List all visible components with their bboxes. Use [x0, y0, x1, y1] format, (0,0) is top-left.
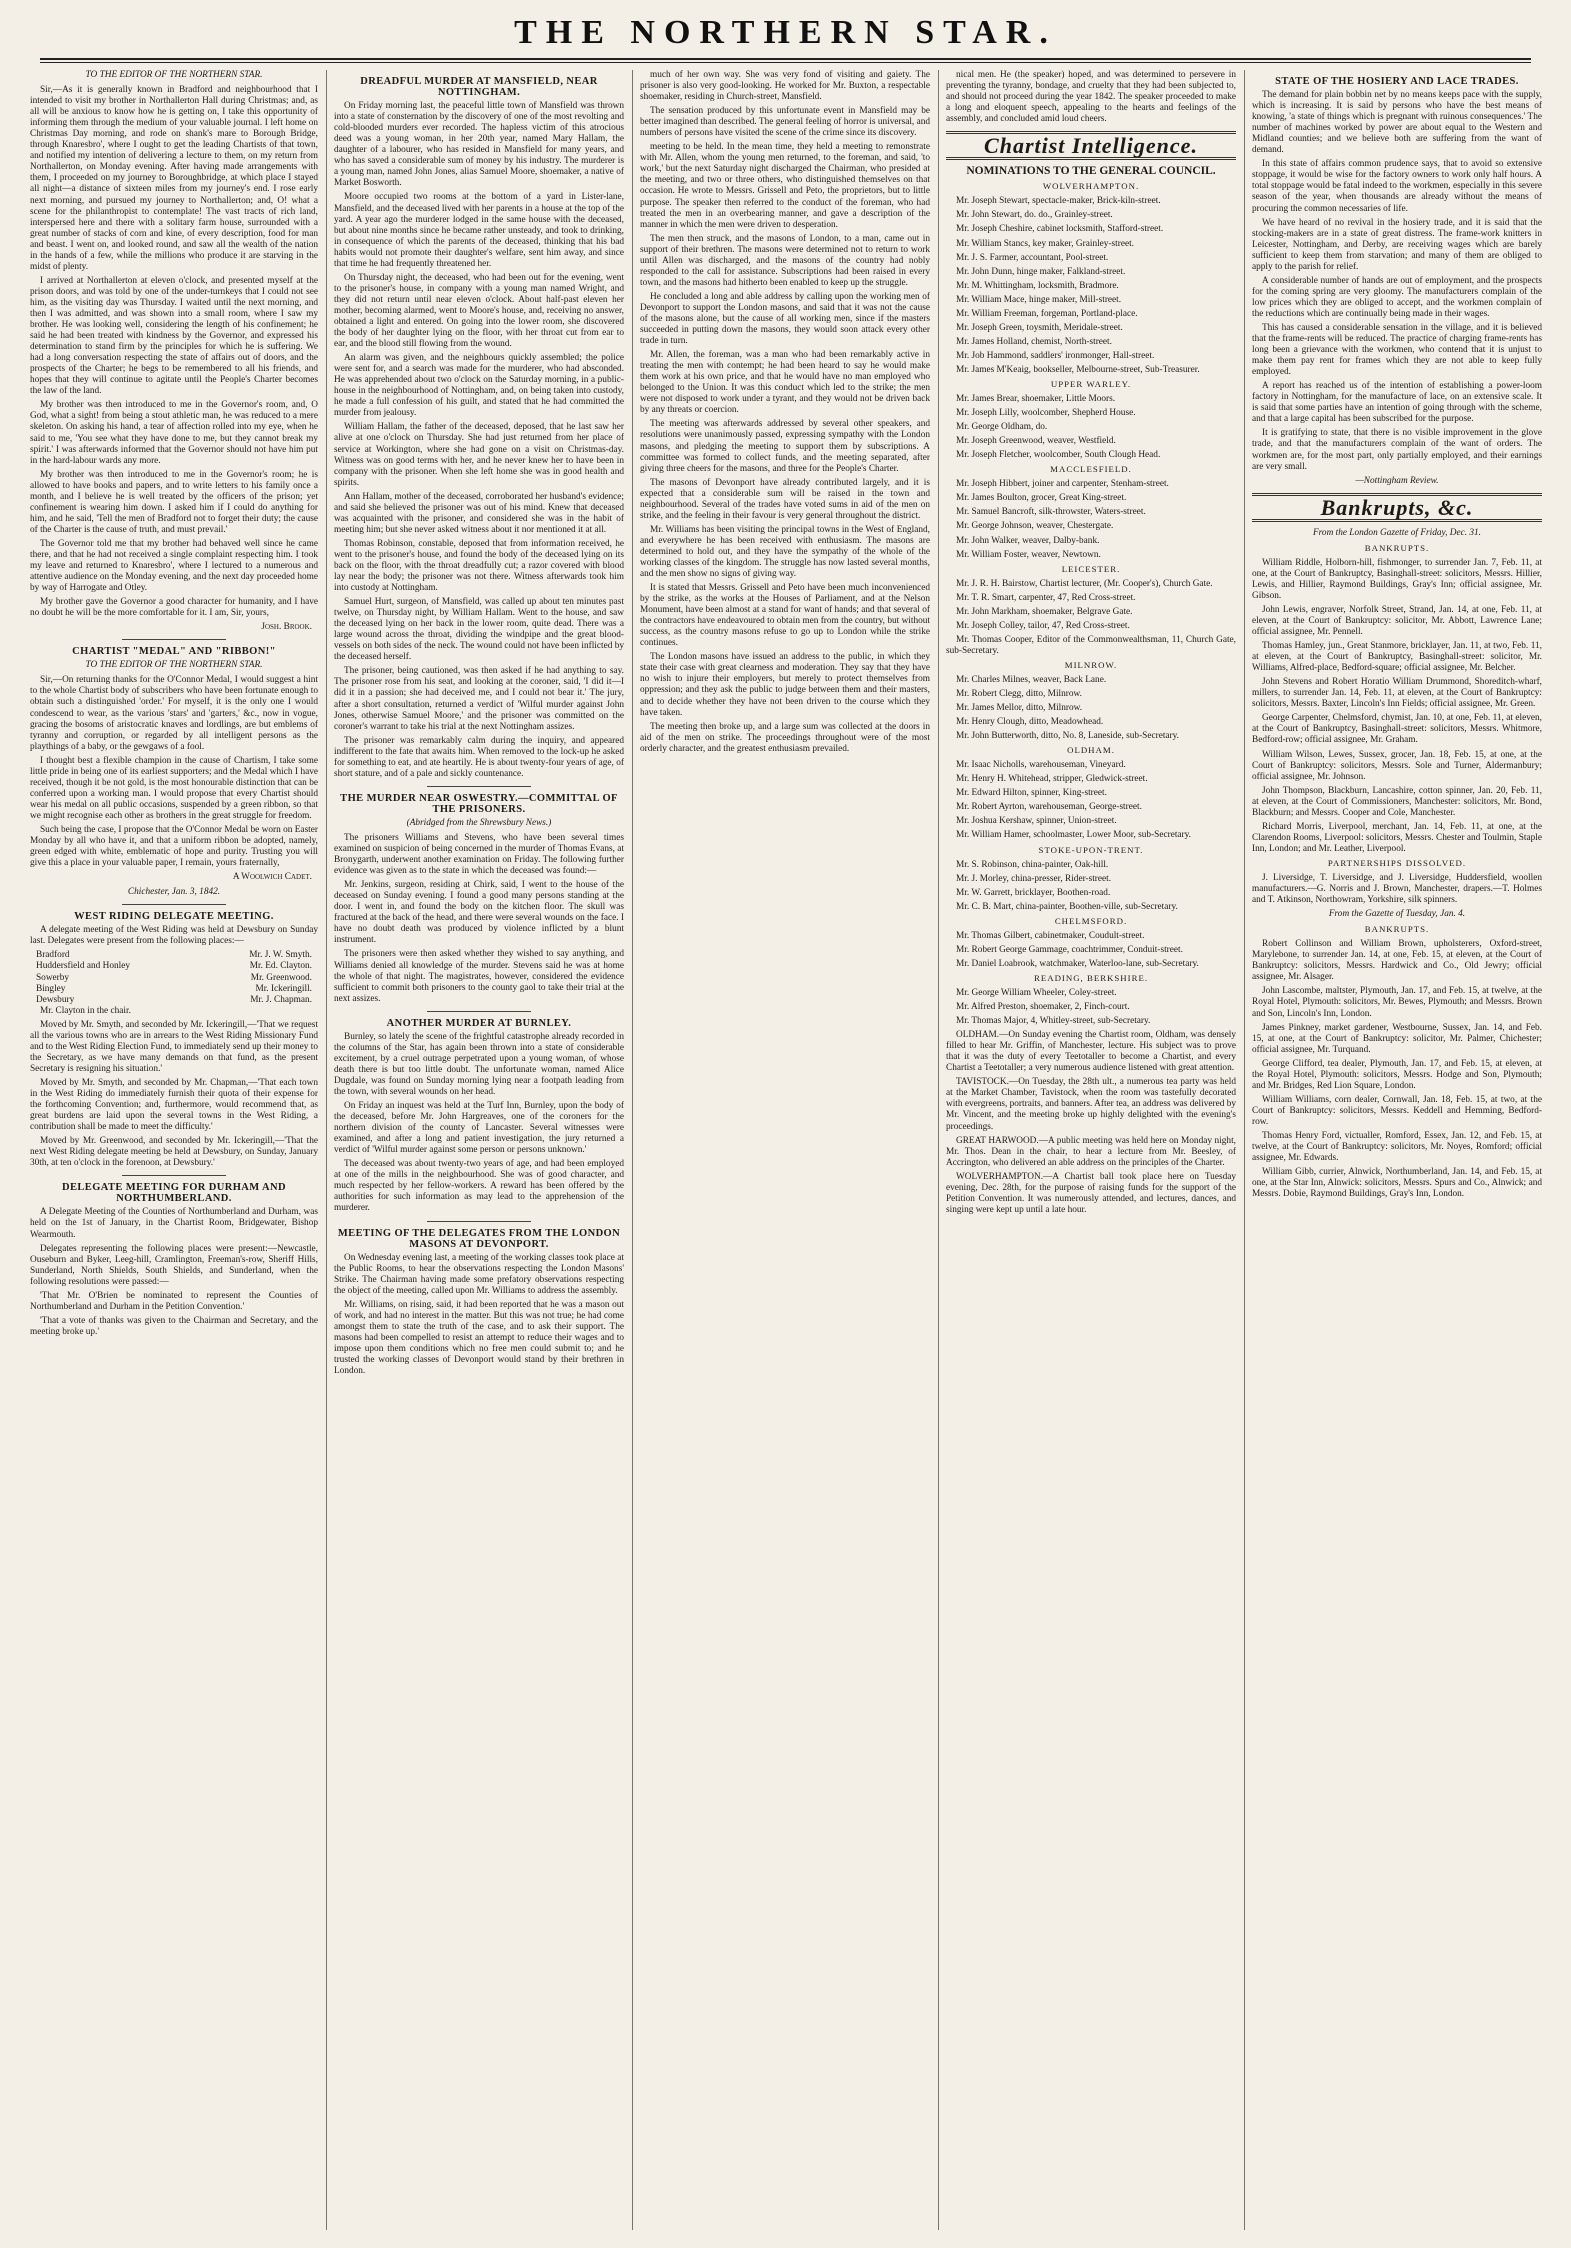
paragraph: Mr. Jenkins, surgeon, residing at Chirk, said, I went to the house of the deceased on Sunday evening. I found a good many persons standing at the door. I went in, and found the body on the kitchen floor. The skull was fractured at the back of the head, and there were several wounds on the face. I have no doubt death was produced by violence inflicted by a blunt instrument.	[334, 880, 624, 946]
paragraph: Mr. Thomas Cooper, Editor of the Commonwealthsman, 11, Church Gate, sub-Secretary.	[946, 634, 1236, 656]
delegate-name: Mr. J. W. Smyth.	[249, 950, 312, 961]
paragraph: My brother was then introduced to me in the Governor's room, and, O God, what a sight! from being a stout athletic man, he was reduced to a mere skeleton. On asking his hand, a tear of affection rolled into my eye, when he said to me, 'You see what they have done to me, but they cannot break my spirit.' I was afterwards informed that the Governor should not have him put in the hard-labour wards any more.	[30, 400, 318, 466]
paragraph: The deceased was about twenty-two years of age, and had been employed at one of the mills in the neighbourhood. She was of good character, and much respected by her fellow-workers. A reward has been offered by the authorities for such information as may lead to the apprehension of the murderer.	[334, 1159, 624, 1214]
delegate-row	[30, 995, 318, 1006]
paragraph: Mr. W. Garrett, bricklayer, Boothen-road.	[956, 887, 1111, 898]
paragraph: We have heard of no revival in the hosiery trade, and it is said that the stocking-makers are in a state of great distress. The frame-work knitters in Leicester, Nottingham, and Derby, are receiving wages which are barely sufficient to keep them from starvation; and many of them are obliged to apply to the parish for relief.	[1252, 217, 1542, 272]
article-headline: STATE OF THE HOSIERY AND LACE TRADES.	[1275, 76, 1519, 87]
paragraph: The masons of Devonport have already contributed largely, and it is expected that a considerable sum will be raised in the town and neighbourhood. Several of the trades have voted sums in aid of the men on strike, and the feeling in their favour is very general throughout the district.	[640, 477, 930, 521]
paragraph: Such being the case, I propose that the O'Connor Medal be worn on Easter Monday by all who have it, and that a uniform ribbon be adopted, namely, green edged with white, emblematic of hope and purity. Trusting you will give this a place in your valuable paper, I remain, yours fraternally,	[30, 825, 318, 869]
column-1	[30, 70, 318, 2230]
paragraph: In this state of affairs common prudence says, that to avoid so extensive stoppage, it would be wise for the factory owners to work only half hours. A total stoppage would be fatal indeed to the workmen, especially in this severe season of the year, when thousands are already without the means of procuring the common necessaries of life.	[1252, 159, 1542, 214]
section-label: PARTNERSHIPS DISSOLVED.	[1327, 857, 1467, 868]
paragraph: Mr. Robert Clegg, ditto, Milnrow.	[956, 689, 1082, 700]
column-divider	[938, 70, 939, 2230]
paragraph: WOLVERHAMPTON.—A Chartist ball took place here on Tuesday evening, Dec. 28th, for the purpose of raising funds for the support of the Petition Convention. It was numerously attended, and lectures, dances, and singing were kept up until a late hour.	[946, 1171, 1236, 1215]
column-divider	[1244, 70, 1245, 2230]
paragraph: Mr. Williams has been visiting the principal towns in the West of England, and everywhere he has been received with enthusiasm. The masons are determined to hold out, and they have the sympathy of the whole of the working classes of the kingdom. The struggle has now lasted several months, and the men show no signs of giving way.	[640, 524, 930, 580]
paragraph: Mr. William Hamer, schoolmaster, Lower Moor, sub-Secretary.	[956, 830, 1191, 841]
paragraph: William Wilson, Lewes, Sussex, grocer, Jan. 18, Feb. 15, at one, at the Court of Bankruptcy: solicitors, Messrs. Sole and Turner, Aldermanbury; official assignee, Mr. Johnson.	[1252, 749, 1542, 782]
paragraph: A delegate meeting of the West Riding was held at Dewsbury on Sunday last. Delegates were present from the following places:—	[30, 925, 318, 947]
paragraph: Mr. J. R. H. Bairstow, Chartist lecturer, (Mr. Cooper's), Church Gate.	[956, 578, 1213, 589]
paragraph: The men then struck, and the masons of London, to a man, came out in support of their brethren. The masons were determined not to return to work until Allen was discharged, and the masons of the country had nobly responded to the call for assistance. Subscriptions had been raised in every town, and the masons had hitherto been enabled to keep up the struggle.	[640, 233, 930, 288]
section-rule	[122, 639, 226, 640]
paragraph: On Friday an inquest was held at the Turf Inn, Burnley, upon the body of the deceased, before Mr. John Hargreaves, one of the coroners for the northern division of the county of Lancaster. Several witnesses were examined, and after a long and patient investigation, the jury returned a verdict of 'Wilful murder against some person or persons unknown.'	[334, 1101, 624, 1156]
paragraph: William Riddle, Holborn-hill, fishmonger, to surrender Jan. 7, Feb. 11, at one, at the Court of Bankruptcy, Basinghall-street: solicitors, Messrs. Hillier, Lewis, and Hillier, Raymond Buildings, Gray's Inn; official assignee, Mr. Gibson.	[1252, 557, 1542, 601]
article-headline: WEST RIDING DELEGATE MEETING.	[74, 911, 274, 923]
signature: Josh. Brook.	[261, 622, 312, 633]
paragraph: He concluded a long and able address by calling upon the working men of Devonport to support the London masons, and said that it was not the cause of the masons alone, but the cause of all working men, since if the masters succeeded in putting down the masons, they would soon attack every other trade in turn.	[640, 291, 930, 347]
paragraph: The sensation produced by this unfortunate event in Mansfield may be better imagined than described. The general feeling of horror is universal, and numbers of persons have visited the scene of the crime since its discovery.	[640, 106, 930, 139]
paragraph: Mr. Allen, the foreman, was a man who had been remarkably active in treating the men with contempt; he had been heard to say he would make them work at his own price, and that he would have no man employed who belonged to the Union. It was this conduct which led to the strike; the men were not disposed to work under a tyrant, and they would not be driven back by any threats or coercion.	[640, 350, 930, 416]
section-label: MILNROW.	[1064, 659, 1118, 670]
paragraph: Mr. John Markham, shoemaker, Belgrave Gate.	[956, 606, 1133, 617]
paragraph: Mr. S. Robinson, china-painter, Oak-hill.	[956, 859, 1109, 870]
paragraph: Mr. Isaac Nicholls, warehouseman, Vineyard.	[956, 760, 1126, 771]
section-label: BANKRUPTS.	[1364, 542, 1430, 553]
delegate-name: Mr. J. Chapman.	[250, 994, 312, 1005]
paragraph: Mr. Henry H. Whitehead, stripper, Gledwick-street.	[956, 774, 1148, 785]
delegate-name: Mr. Ed. Clayton.	[249, 961, 312, 972]
section-label: READING, BERKSHIRE.	[1033, 972, 1149, 983]
paragraph: GREAT HARWOOD.—A public meeting was held here on Monday night, Mr. Thos. Dean in the chair, to hear a lecture from Mr. Beesley, of Accrington, who delivered an able address on the principles of the Charter.	[946, 1135, 1236, 1168]
delegate-place: Sowerby	[36, 972, 70, 983]
delegate-place: Bingley	[36, 983, 66, 994]
section-rule	[427, 786, 531, 787]
paragraph: Moore occupied two rooms at the bottom of a yard in Lister-lane, Mansfield, and the deceased lived with her parents in a house at the top of the yard. A year ago the murderer lodged in the same house with the deceased, but about nine months since he became rather unsteady, and took to drinking, in consequence of which the parents of the deceased, thinking that his bad habits would not promote their daughter's welfare, sent him away, and since that time he had frequently threatened her.	[334, 192, 624, 269]
delegate-place: Huddersfield and Honley	[36, 961, 130, 972]
delegate-name: Mr. Ickeringill.	[255, 983, 312, 994]
delegate-row	[30, 984, 318, 995]
paragraph: My brother was then introduced to me in the Governor's room; he is allowed to have books and papers, and to write letters to his family once a month, and I believe he is well treated by the officers of the prison; yet confinement is wearing him down. I asked him if I could do anything for him, and he said, 'Tell the men of Bradford not to forget their duty; the cause of the Charter is the cause of truth, and must prevail.'	[30, 469, 318, 535]
masthead-rule	[40, 58, 1531, 60]
paragraph: Mr. James Mellor, ditto, Milnrow.	[956, 703, 1083, 714]
column-2	[334, 70, 624, 2230]
paragraph: Mr. John Butterworth, ditto, No. 8, Laneside, sub-Secretary.	[956, 731, 1179, 742]
delegate-row	[30, 950, 318, 961]
paragraph: An alarm was given, and the neighbours quickly assembled; the police were sent for, and a search was made for the murderer, who had absconded. He was apprehended about two o'clock on the Saturday morning, in a public-house in the neighbourhood of Nottingham, and, on being taken into custody, he made a full confession of his guilt, and stated that he had committed the murder from jealousy.	[334, 353, 624, 419]
paragraph: Samuel Hurt, surgeon, of Mansfield, was called up about ten minutes past twelve, on Thursday night, by William Hallam. Went to the house, and saw the deceased lying on her back in the lower room, quite dead. There was a large wound across the throat, dividing the windpipe and the great blood-vessels on both sides of the neck. The wound could not have been inflicted by the deceased herself.	[334, 597, 624, 663]
paragraph: The prisoner was remarkably calm during the inquiry, and appeared indifferent to the fate that awaits him. When removed to the lock-up he asked for something to eat, and ate heartily. He is about twenty-four years of age, of short stature, and of a pale and sickly countenance.	[334, 735, 624, 779]
section-heading: NOMINATIONS TO THE GENERAL COUNCIL.	[966, 165, 1216, 178]
paragraph: Mr. George William Wheeler, Coley-street.	[956, 988, 1117, 998]
newspaper-title: THE NORTHERN STAR.	[514, 14, 1057, 51]
paragraph: Mr. J. S. Farmer, accountant, Pool-street.	[956, 252, 1109, 263]
paragraph: Mr. John Stewart, do. do., Grainley-street.	[956, 210, 1113, 221]
paragraph: Mr. Joseph Colley, tailor, 47, Red Cross-street.	[956, 620, 1130, 631]
paragraph: Mr. Charles Milnes, weaver, Back Lane.	[956, 674, 1107, 685]
paragraph: Mr. Thomas Major, 4, Whitley-street, sub-Secretary.	[956, 1016, 1151, 1027]
delegate-row	[30, 961, 318, 972]
paragraph: meeting to be held. In the mean time, they held a meeting to remonstrate with Mr. Allen, whom the young men returned, to the foreman, and said, 'to work,' but the next Saturday night discharged the Chairman, who presided at the meeting, and two or three others, who distinguished themselves on that occasion. He wrote to Messrs. Grissell and Peto, the proprietors, but to little purpose. The speaker then referred to the conduct of the foreman, who had treated the men in an overbearing manner, and gave a description of the manner in which the men were driven to desperation.	[640, 142, 930, 230]
article-headline: DREADFUL MURDER AT MANSFIELD, NEAR NOTTINGHAM.	[360, 76, 598, 99]
subheading: (Abridged from the Shrewsbury News.)	[406, 817, 552, 828]
paragraph: Mr. William Freeman, forgeman, Portland-place.	[956, 308, 1138, 319]
paragraph: Mr. T. R. Smart, carpenter, 47, Red Cross-street.	[956, 592, 1136, 603]
subheading: From the London Gazette of Friday, Dec. 31.	[1312, 527, 1481, 538]
delegate-name: Mr. Greenwood.	[250, 972, 312, 983]
section-rule	[122, 1175, 226, 1176]
section-label: BANKRUPTS.	[1364, 924, 1430, 935]
paragraph: Ann Hallam, mother of the deceased, corroborated her husband's evidence; and said she believed the prisoner was out of his mind. Knew that deceased was acquainted with the prisoner, and considered she was in the habit of meeting him; but she never asked witness about it nor mentioned it at all.	[334, 491, 624, 535]
paragraph: The meeting then broke up, and a large sum was collected at the doors in aid of the men on strike. The proceedings throughout were of the most orderly character, and the greatest enthusiasm prevailed.	[640, 721, 930, 754]
paragraph: A report has reached us of the intention of establishing a power-loom factory in Nottingham, for the manufacture of lace, on an extensive scale. It is said that some parties have an intention of going through with the scheme, and that a large capital has been subscribed for the purpose.	[1252, 381, 1542, 425]
paragraph: Mr. James Holland, chemist, North-street.	[956, 336, 1112, 347]
paragraph: Mr. C. B. Mart, china-painter, Boothen-ville, sub-Secretary.	[956, 901, 1178, 912]
paragraph: The prisoners Williams and Stevens, who have been several times examined on suspicion of being concerned in the murder of Thomas Evans, at Bronygarth, underwent another examination on Friday. The following further evidence was given as to the state in which the deceased was found:—	[334, 833, 624, 877]
signature: A Woolwich Cadet.	[232, 872, 312, 883]
paragraph: Mr. Daniel Loabrook, watchmaker, Waterloo-lane, sub-Secretary.	[956, 958, 1199, 969]
paragraph: Robert Collinson and William Brown, upholsterers, Oxford-street, Marylebone, to surrender Jan. 14, at one, Feb. 15, at eleven, at the Court of Bankruptcy: solicitors, Messrs. Hardwick and Co., Old Jewry; official assignee, Mr. Alsager.	[1252, 939, 1542, 983]
paragraph: Mr. Clayton in the chair.	[40, 1005, 131, 1016]
section-label: WOLVERHAMPTON.	[1042, 181, 1140, 192]
paragraph: Sir,—On returning thanks for the O'Connor Medal, I would suggest a hint to the whole Chartist body of subscribers who have been fortunate enough to obtain such a distinguished 'order.' For myself, it is the only one I would condescend to wear, as the various 'stars' and 'garters,' &c., now in vogue, gracing the bosoms of aristocratic knaves and lordlings, are but emblems of tyranny and corruption, or regarded by all intelligent persons as the playthings of a baby, or the gewgaws of a fool.	[30, 675, 318, 752]
paragraph: William Gibb, currier, Alnwick, Northumberland, Jan. 14, and Feb. 15, at one, at the Star Inn, Alnwick: solicitors, Messrs. Spurs and Co., Alnwick; and Messrs. Dobie, Raymond Buildings, Gray's Inn, London.	[1252, 1167, 1542, 1200]
paragraph: I arrived at Northallerton at eleven o'clock, and presented myself at the prison doors, and was told by one of the under-turnkeys that I could not see him, as the visiting day was Thursday. I waited until the next morning, and then I was admitted, and was shown into a small room, where I saw my brother. He was looking well, considering the length of his confinement; he said he had been treated with kindness by the Governor, and expressed his determination to stand firm by the principles for which he is suffering. We had a long conversation respecting the state of affairs out of doors, and the prospects of the Charter; he begs to be remembered to all his friends, and hopes that they will continue to agitate until the People's Charter becomes the law of the land.	[30, 275, 318, 397]
paragraph: Mr. Williams, on rising, said, it had been reported that he was a mason out of work, and had no interest in the matter. But this was not true; he had come amongst them to state the truth of the case, and to ask their support. The masons had been compelled to resist an attempt to reduce their wages and to impose upon them conditions which no free men could submit to; and he trusted the working classes of Devonport would stand by their brethren in London.	[334, 1299, 624, 1377]
paragraph: OLDHAM.—On Sunday evening the Chartist room, Oldham, was densely filled to hear Mr. Griffin, of Manchester, lecture. His subject was to prove that it was the duty of every Teetotaller to become a Chartist, and every Chartist a Teetotaller; a very numerous audience listened with great attention.	[946, 1030, 1236, 1074]
paragraph: Mr. Alfred Preston, shoemaker, 2, Finch-court.	[956, 1002, 1130, 1013]
paragraph: Mr. Job Hammond, saddlers' ironmonger, Hall-street.	[956, 350, 1155, 361]
paragraph: Sir,—As it is generally known in Bradford and neighbourhood that I intended to visit my brother in Northallerton Hall during Christmas; and, as all will be anxious to know how he is getting on, I take this opportunity of informing them through the medium of your valuable journal. I left home on Christmas Day morning, and rode on shank's mare to Borough Bridge, through Knaresbro', where I ought to get the leading Chartists of that town, and notified my intention of delivering a lecture to them, on my return from Northallerton, on Monday evening. After having made arrangements with them, I proceeded on my journey to Boroughbridge, at which place I stayed all night—a distance of sixteen miles from my journey's end. I rose early next morning, and pursued my journey to Northallerton; and, O! what a scene for the philanthropist to contemplate! The vast tracts of rich land, interspersed here and there with a solitary farm house, surrounded with a great number of stacks of corn and kine, of every description, food for man and beast. I went on, and looked round, and saw all the wealth of the nation in the hands of a few, while the millions who produce it are starving in the midst of plenty.	[30, 85, 318, 272]
paragraph: Mr. William Mace, hinge maker, Mill-street.	[956, 294, 1122, 305]
paragraph: Mr. Joseph Green, toysmith, Meridale-street.	[956, 322, 1123, 333]
paragraph: It is gratifying to state, that there is no visible improvement in the glove trade, and that the manufacturers complain of the want of orders. The workmen are, for the most part, only partially employed, and their earnings are very small.	[1252, 428, 1542, 472]
paragraph: Mr. Joshua Kershaw, spinner, Union-street.	[956, 816, 1117, 827]
paragraph: It is stated that Messrs. Grissell and Peto have been much inconvenienced by the strike, as the works at the Houses of Parliament, and at the Nelson Monument, have been almost at a stand for want of hands; and that several of the contractors have endeavoured to obtain men from the country, but without success, as the country masons refuse to go up to London while the strike continues.	[640, 583, 930, 649]
paragraph: Mr. Joseph Hibbert, joiner and carpenter, Stenham-street.	[956, 479, 1169, 490]
column-5	[1252, 70, 1542, 2230]
delegate-place: Bradford	[36, 950, 70, 961]
paragraph: Mr. George Johnson, weaver, Chestergate.	[956, 521, 1114, 532]
section-label: LEICESTER.	[1061, 563, 1121, 574]
article-headline: CHARTIST "MEDAL" AND "RIBBON!"	[72, 646, 276, 658]
paragraph: Mr. M. Whittingham, locksmith, Bradmore.	[956, 280, 1119, 291]
paragraph: Mr. Joseph Cheshire, cabinet locksmith, Stafford-street.	[956, 224, 1164, 235]
paragraph: Mr. George Oldham, do.	[956, 422, 1048, 433]
paragraph: Moved by Mr. Greenwood, and seconded by Mr. Ickeringill,—'That the next West Riding delegate meeting be held at Dewsbury, on Sunday, January 30th, at ten o'clock in the forenoon, at Dewsbury.'	[30, 1136, 318, 1169]
article-headline: THE MURDER NEAR OSWESTRY.—COMMITTAL OF THE PRISONERS.	[340, 792, 618, 815]
subheading: From the Gazette of Tuesday, Jan. 4.	[1328, 909, 1466, 920]
column-divider	[632, 70, 633, 2230]
section-rule	[427, 1221, 531, 1222]
paragraph: George Clifford, tea dealer, Plymouth, Jan. 17, and Feb. 15, at eleven, at the Royal Hotel, Plymouth: solicitors, Messrs. Hodge and Son, Plymouth; and Mr. Bridges, Red Lion Square, London.	[1252, 1058, 1542, 1091]
delegate-row	[30, 973, 318, 984]
article-headline: MEETING OF THE DELEGATES FROM THE LONDON MASONS AT DEVONPORT.	[337, 1227, 621, 1250]
paragraph: Mr. Samuel Bancroft, silk-throwster, Waters-street.	[956, 507, 1146, 518]
paragraph: Mr. James Brear, shoemaker, Little Moors.	[956, 394, 1116, 405]
paragraph: TAVISTOCK.—On Tuesday, the 28th ult., a numerous tea party was held at the Market Chamber, Tavistock, when the room was tastefully decorated with evergreens, portraits, and banners. After tea, an address was delivered by Mr. Vincent, and the meeting broke up highly delighted with the evening's proceedings.	[946, 1077, 1236, 1132]
paragraph: George Carpenter, Chelmsford, chymist, Jan. 10, at one, Feb. 11, at eleven, at the Court of Bankruptcy, Basinghall-street: solicitors, Messrs. Whitmore, Bedford-row; official assignee, Mr. Graham.	[1252, 713, 1542, 746]
paragraph: John Lascombe, maltster, Plymouth, Jan. 17, and Feb. 15, at twelve, at the Royal Hotel, Plymouth: solicitors, Mr. Bewes, Plymouth; and Messrs. Brown and Son, Lincoln's Inn, London.	[1252, 986, 1542, 1019]
section-rule	[427, 1011, 531, 1012]
paragraph: Burnley, so lately the scene of the frightful catastrophe already recorded in the columns of the Star, has again been thrown into a state of considerable excitement, by a cruel outrage perpetrated upon a young woman, of whose death there is but too little doubt. The unfortunate woman, named Alice Dugdale, was found on Sunday morning lying near a footpath leading from the town, with several wounds on her head.	[334, 1031, 624, 1097]
paragraph: Mr. James Boulton, grocer, Great King-street.	[956, 493, 1127, 504]
paragraph: This has caused a considerable sensation in the village, and it is believed that the frame-rents will be reduced. The practice of charging frame-rents has long been a grievance with the workmen, who contend that it is unjust to make them pay rent for frames which they are not able to keep fully employed.	[1252, 322, 1542, 378]
paragraph: nical men. He (the speaker) hoped, and was determined to persevere in preventing the tyranny, bondage, and cruelty that they had been subjected to, and should not proceed during the year 1842. The speaker proceeded to make a long and eloquent speech, appealing to the hearts and feelings of the assembly, and concluded amid loud cheers.	[946, 70, 1236, 125]
paragraph: Richard Morris, Liverpool, merchant, Jan. 14, Feb. 11, at one, at the Clarendon Rooms, Liverpool: solicitors, Messrs. Chester and Toulmin, Staple Inn, London; and Mr. Leather, Liverpool.	[1252, 821, 1542, 854]
paragraph: My brother gave the Governor a good character for humanity, and I have no doubt he will be the more comfortable for it. I am, Sir, yours,	[30, 597, 318, 619]
paragraph: A Delegate Meeting of the Counties of Northumberland and Durham, was held on the 1st of January, in the Chartist Room, Bridgewater, Bishop Wearmouth.	[30, 1207, 318, 1240]
subheading: —Nottingham Review.	[1355, 475, 1439, 486]
paragraph: Mr. Robert George Gammage, coachtrimmer, Conduit-street.	[956, 944, 1183, 955]
paragraph: John Thompson, Blackburn, Lancashire, cotton spinner, Jan. 20, Feb. 11, at eleven, at the Court of Commissioners, Manchester: solicitors, Mr. Bond, Blackburn; and Messrs. Cooper and Cole, Manchester.	[1252, 785, 1542, 818]
paragraph: Mr. William Stancs, key maker, Grainley-street.	[956, 238, 1134, 249]
paragraph: On Thursday night, the deceased, who had been out for the evening, went to the prisoner's house, in company with a young man named Wright, and they did not return until near eleven o'clock. About half-past eleven her mother, becoming alarmed, went to Moore's house, and, receiving no answer, obtained a light and entered. On going into the lower room, she discovered the body of her daughter lying on the floor, with her throat cut from ear to ear, and the blood still flowing from the wound.	[334, 272, 624, 350]
paragraph: Mr. James M'Keaig, bookseller, Melbourne-street, Sub-Treasurer.	[956, 364, 1200, 375]
column-divider	[326, 70, 327, 2230]
section-title: Bankrupts, &c.	[1320, 494, 1474, 520]
paragraph: John Lewis, engraver, Norfolk Street, Strand, Jan. 14, at one, Feb. 11, at eleven, at the Court of Bankruptcy: solicitor, Mr. Abbott, Lawrence Lane; official assignee, Mr. Pennell.	[1252, 604, 1542, 638]
article-headline: ANOTHER MURDER AT BURNLEY.	[386, 1017, 572, 1029]
paragraph: The Governor told me that my brother had behaved well since he came there, and that he had not received a single complaint respecting him. I took my leave and returned to Knaresbro', where I lectured to a numerous and attentive audience on the Monday evening, and the next day proceeded home by way of Harrogate and Otley.	[30, 538, 318, 594]
column-4	[946, 70, 1236, 2230]
paragraph: Mr. Joseph Fletcher, woolcomber, South Clough Head.	[956, 450, 1161, 461]
section-label: OLDHAM.	[1067, 745, 1115, 756]
paragraph: I thought best a flexible champion in the cause of Chartism, I take some little pride in being one of its earliest supporters; and the Medal which I have received, though it be not gold, is the most honourable distinction that can be conferred upon a working man. I would propose that every Chartist should wear his medal on all public occasions, suspended by a green ribbon, so that we might recognise each other as brothers in the great struggle for freedom.	[30, 755, 318, 821]
paragraph: Mr. Joseph Stewart, spectacle-maker, Brick-kiln-street.	[956, 196, 1161, 207]
subheading: TO THE EDITOR OF THE NORTHERN STAR.	[85, 70, 263, 80]
paragraph: William Williams, corn dealer, Cornwall, Jan. 18, Feb. 15, at two, at the Court of Bankruptcy: solicitors, Messrs. Keddell and Hemming, Bedford-row.	[1252, 1094, 1542, 1127]
paragraph: Mr. Joseph Lilly, woolcomber, Shepherd House.	[956, 408, 1136, 419]
section-title: Chartist Intelligence.	[984, 133, 1198, 159]
masthead-rule	[40, 62, 1531, 63]
section-label: MACCLESFIELD.	[1050, 464, 1132, 475]
section-rule	[122, 904, 226, 905]
paragraph: A considerable number of hands are out of employment, and the prospects for the coming spring are very gloomy. The manufacturers complain of the low prices which they are obliged to accept, and the workmen complain of the reductions which are continually being made in their wages.	[1252, 275, 1542, 319]
paragraph: William Hallam, the father of the deceased, deposed, that he last saw her alive at one o'clock on Thursday. She had just returned from her place of service at Workington, where she had gone on a visit on Christmas-day. Witness was on good terms with her, and he never knew her to have been in company with the prisoner. When she left home she was in good health and spirits.	[334, 422, 624, 488]
paragraph: Thomas Robinson, constable, deposed that from information received, he went to the prisoner's house, and found the body of the deceased lying on its back on the floor, with the throat dreadfully cut; a razor covered with blood lay near the body; the prisoner was not there. Witness afterwards took him into custody at Nottingham.	[334, 538, 624, 594]
paragraph: Mr. Henry Clough, ditto, Meadowhead.	[956, 717, 1104, 728]
paragraph: On Wednesday evening last, a meeting of the working classes took place at the Public Rooms, to hear the observations respecting the London Masons' Strike. The Chairman having made some prefatory observations respecting the object of the meeting, called upon Mr. Williams to address the assembly.	[334, 1252, 624, 1296]
paragraph: Mr. Robert Ayrton, warehouseman, George-street.	[956, 802, 1142, 813]
masthead	[0, 0, 1571, 56]
paragraph: 'That Mr. O'Brien be nominated to represent the Counties of Northumberland and Durham in the Petition Convention.'	[30, 1290, 318, 1312]
paragraph: Mr. John Dunn, hinge maker, Falkland-street.	[956, 266, 1126, 277]
paragraph: Mr. Edward Hilton, spinner, King-street.	[956, 788, 1107, 799]
paragraph: On Friday morning last, the peaceful little town of Mansfield was thrown into a state of consternation by the discovery of one of the most revolting and cold-blooded murders ever recorded. The hapless victim of this atrocious deed was a young woman, in her 20th year, named Mary Hallam, the daughter of a labourer, who has resided in Mansfield for many years, and who has saved a considerable sum of money by his industry. The murderer is a young man, named John Jones, alias Samuel Moore, shoemaker, a native of Market Bosworth.	[334, 101, 624, 189]
subheading: Chichester, Jan. 3, 1842.	[127, 887, 221, 898]
paragraph: Mr. J. Morley, china-presser, Rider-street.	[956, 873, 1112, 884]
paragraph: much of her own way. She was very fond of visiting and gaiety. The prisoner is also very good-looking. He worked for Mr. Buxton, a respectable shoemaker, residing in Church-street, Mansfield.	[640, 70, 930, 103]
paragraph: Mr. William Foster, weaver, Newtown.	[956, 549, 1101, 560]
section-label: UPPER WARLEY.	[1050, 378, 1132, 389]
article-headline: DELEGATE MEETING FOR DURHAM AND NORTHUMBERLAND.	[62, 1182, 286, 1205]
subheading: TO THE EDITOR OF THE NORTHERN STAR.	[85, 660, 263, 671]
paragraph: The prisoner, being cautioned, was then asked if he had anything to say. The prisoner rose from his seat, and looking at the coroner, said, 'I did it—I did it in a passion; she had deceived me, and I could not bear it.' The jury, after a short consultation, returned a verdict of 'Wilful murder against John Jones, otherwise Samuel Moore,' and the prisoner was committed on the coroner's warrant to take his trial at the next Nottingham assizes.	[334, 666, 624, 732]
paragraph: James Pinkney, market gardener, Westbourne, Sussex, Jan. 14, and Feb. 15, at one, at the Court of Bankruptcy: solicitor, Mr. Palmer, Chichester; official assignee, Mr. Turquand.	[1252, 1022, 1542, 1055]
paragraph: 'That a vote of thanks was given to the Chairman and Secretary, and the meeting broke up.'	[30, 1315, 318, 1337]
section-label: CHELMSFORD.	[1054, 915, 1128, 926]
paragraph: Moved by Mr. Smyth, and seconded by Mr. Ickeringill,—'That we request all the various towns who are in arrears to the West Riding Missionary Fund and to the West Riding Election Fund, to immediately send up their money to the Secretary, as we have many demands on that fund, as the present Secretary is resigning his situation.'	[30, 1019, 318, 1074]
column-3	[640, 70, 930, 2230]
paragraph: The prisoners were then asked whether they wished to say anything, and Williams denied all knowledge of the murder. Stevens said he was at home the whole of that night. The magistrates, however, considered the evidence sufficient to commit both prisoners to the county gaol to take their trial at the next assizes.	[334, 949, 624, 1004]
paragraph: Thomas Henry Ford, victualler, Romford, Essex, Jan. 12, and Feb. 15, at twelve, at the Court of Bankruptcy: solicitors, Mr. Noyes, Romford; official assignee, Mr. Edwards.	[1252, 1130, 1542, 1164]
paragraph: J. Liversidge, T. Liversidge, and J. Liversidge, Huddersfield, woollen manufacturers.—G. Norris and J. Brown, Manchester, drapers.—T. Holmes and T. Atkinson, Northowram, Yorkshire, silk spinners.	[1252, 873, 1542, 906]
paragraph: Mr. John Walker, weaver, Dalby-bank.	[956, 535, 1100, 546]
paragraph: The London masons have issued an address to the public, in which they state their case with great clearness and moderation. They say that they have no wish to injure their employers, but merely to protect themselves from oppression; and they ask the public to judge between them and their masters, and to decide whether they have not been driven to the course which they have taken.	[640, 652, 930, 718]
paragraph: The demand for plain bobbin net by no means keeps pace with the supply, which is increasing. It is said by persons who have the best means of knowing, 'a state of things which is pregnant with ruinous consequences.' The number of machines worked by power are about equal to the Western and Midland counties; and we believe both are suffering from the want of demand.	[1252, 90, 1542, 156]
delegate-place: Dewsbury	[36, 994, 75, 1005]
paragraph: John Stevens and Robert Horatio William Drummond, Shoreditch-wharf, millers, to surrender Jan. 14, Feb. 11, at eleven, at the Court of Bankruptcy: solicitors, Messrs. Baxter, Lincoln's Inn Fields; official assignee, Mr. Green.	[1252, 677, 1542, 710]
paragraph: Moved by Mr. Smyth, and seconded by Mr. Chapman,—'That each town in the West Riding do immediately furnish their quota of their expense for the forthcoming Convention; and, furthermore, would recommend that, as great burdens are laid upon the several towns in the West Riding, a contribution shall be made to meet the difficulty.'	[30, 1077, 318, 1133]
section-label: STOKE-UPON-TRENT.	[1038, 844, 1144, 855]
paragraph: The meeting was afterwards addressed by several other speakers, and resolutions were unanimously passed, expressing sympathy with the London masons, and pledging the meeting to support them by subscriptions. A committee was formed to collect funds, and the meeting separated, after giving three cheers for the masons, and three for the People's Charter.	[640, 419, 930, 474]
paragraph: Thomas Hamley, jun., Great Stanmore, bricklayer, Jan. 11, at two, Feb. 11, at eleven, at the Court of Bankruptcy, Basinghall-street: solicitor, Mr. Williams, Alfred-place, Bedford-square; official assignee, Mr. Belcher.	[1252, 641, 1542, 674]
paragraph: Mr. Joseph Greenwood, weaver, Westfield.	[956, 436, 1116, 447]
paragraph: Mr. Thomas Gilbert, cabinetmaker, Coudult-street.	[956, 930, 1145, 941]
paragraph: Delegates representing the following places were present:—Newcastle, Ouseburn and Byker, Leeg-hill, Cramlington, Freeman's-row, Sheriff Hills, Sunderland, North Shields, South Shields, and Sunderland, when the following resolutions were passed:—	[30, 1243, 318, 1287]
